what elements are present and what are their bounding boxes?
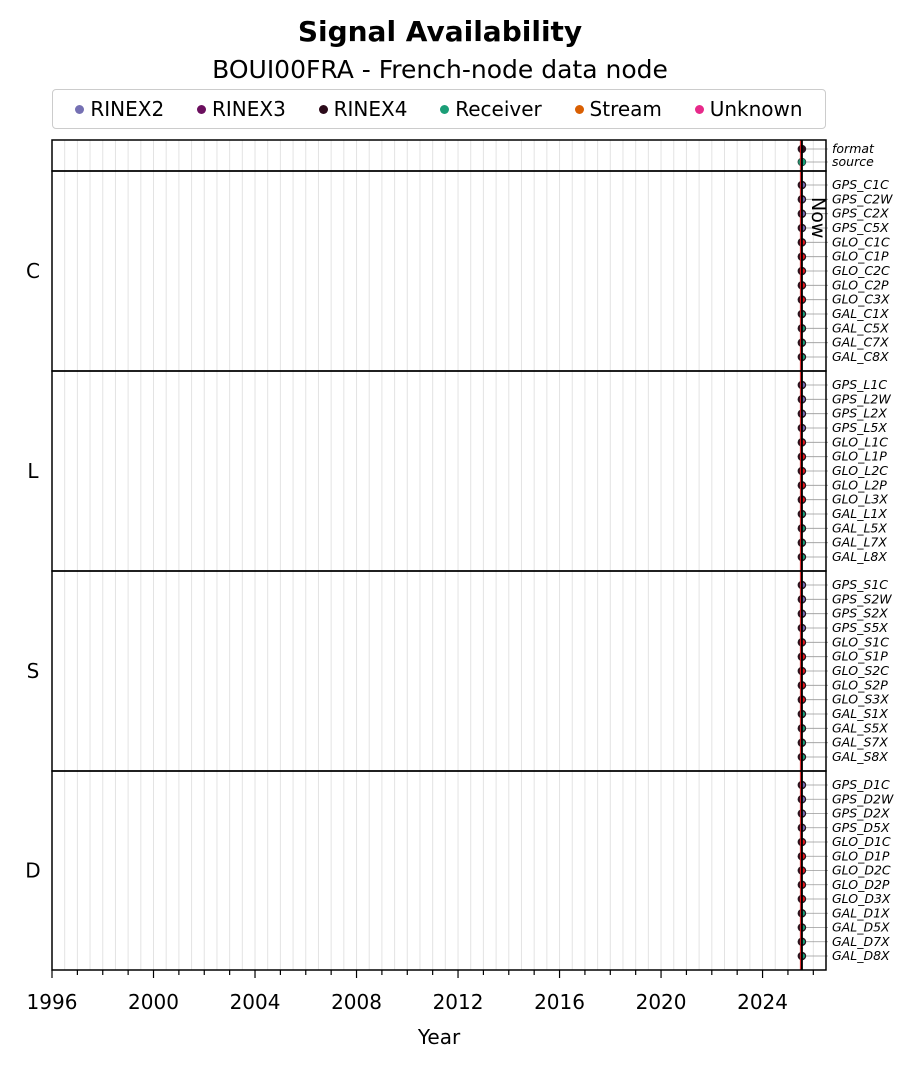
row-label: GAL_D8X	[832, 948, 890, 963]
panel-border	[52, 140, 826, 171]
row-label: GAL_S5X	[832, 720, 888, 736]
chart-title: Signal Availability	[297, 15, 583, 48]
row-label: GLO_L1C	[832, 434, 888, 450]
legend-label-receiver: Receiver	[455, 97, 542, 121]
panel-border	[52, 371, 826, 571]
row-label: GAL_C8X	[832, 349, 889, 364]
row-label: GAL_D1X	[832, 905, 890, 921]
row-label: GPS_D1C	[832, 777, 890, 792]
row-label: GPS_L2W	[832, 391, 891, 407]
x-tick-label: 1996	[26, 990, 78, 1014]
panel-meta	[798, 141, 875, 169]
row-label: GAL_C7X	[832, 334, 889, 350]
row-label: GLO_L2P	[832, 477, 887, 493]
row-label: GPS_S5X	[832, 620, 888, 635]
row-label: GPS_C1C	[832, 177, 889, 192]
row-label: GLO_S1C	[832, 634, 889, 650]
legend-label-stream: Stream	[589, 97, 662, 121]
row-label: GLO_C3X	[832, 291, 890, 307]
row-label: GPS_C2X	[832, 205, 889, 221]
panel-border	[52, 171, 826, 371]
row-label: GPS_L2X	[832, 405, 887, 421]
row-label: GPS_D2W	[832, 791, 894, 807]
row-label: GPS_L1C	[832, 377, 888, 392]
group-label-L: L	[27, 459, 39, 483]
row-label: source	[832, 154, 874, 169]
panel-D	[25, 777, 894, 963]
row-label: GLO_S2P	[832, 677, 888, 693]
row-label: GAL_S7X	[832, 734, 888, 750]
group-label-D: D	[25, 858, 41, 883]
x-tick-label: 2024	[737, 990, 789, 1014]
legend-label-unknown: Unknown	[709, 97, 803, 121]
x-tick-label: 2016	[534, 990, 585, 1014]
row-label: GLO_L2C	[832, 463, 888, 478]
legend-label-rinex3: RINEX3	[212, 97, 286, 121]
row-label: GLO_S1P	[832, 648, 888, 664]
row-label: GPS_S2X	[832, 605, 888, 621]
now-label: Now	[806, 197, 829, 239]
grid-lines	[52, 140, 826, 970]
group-label-C: C	[26, 259, 40, 283]
row-label: GLO_L3X	[832, 491, 888, 507]
legend-label-rinex2: RINEX2	[90, 97, 165, 121]
row-label: GLO_D1P	[832, 848, 890, 864]
row-label: GAL_C5X	[832, 320, 889, 336]
row-label: GAL_S8X	[832, 749, 888, 764]
panel-border	[52, 771, 826, 970]
row-label: GLO_S2C	[832, 663, 889, 678]
group-label-S: S	[26, 659, 40, 683]
x-tick-label: 2012	[432, 990, 484, 1014]
row-label: GAL_C1X	[832, 306, 889, 321]
row-label: GLO_C2C	[832, 263, 890, 278]
row-label: GLO_S3X	[832, 691, 889, 707]
x-axis-label: Year	[417, 1025, 461, 1049]
chart-subtitle: BOUI00FRA - French-node data node	[212, 55, 668, 84]
row-label: GAL_S1X	[832, 706, 888, 721]
row-label: GLO_C2P	[832, 277, 889, 293]
row-label: GPS_L5X	[832, 420, 887, 435]
row-label: GPS_S1C	[832, 577, 889, 592]
row-label: GAL_D7X	[832, 933, 890, 949]
row-label: GLO_D2C	[832, 862, 891, 878]
row-label: GLO_C1C	[832, 234, 890, 250]
row-label: GLO_L1P	[832, 448, 887, 464]
x-tick-label: 2004	[229, 990, 281, 1014]
x-tick-label: 2020	[635, 990, 687, 1014]
x-axis	[27, 970, 814, 1049]
row-label: GPS_D2X	[832, 805, 890, 821]
row-label: GPS_C2W	[832, 191, 893, 207]
row-label: GPS_C5X	[832, 220, 889, 235]
row-label: GPS_S2W	[832, 591, 892, 607]
row-label: GLO_D1C	[832, 834, 891, 849]
x-tick-label: 2000	[128, 990, 179, 1014]
row-label: GAL_L7X	[832, 534, 887, 550]
x-tick-label: 2008	[331, 990, 382, 1014]
row-label: GAL_L8X	[832, 549, 887, 564]
row-label: GLO_D3X	[832, 891, 891, 906]
row-label: GPS_D5X	[832, 819, 890, 835]
row-label: GLO_D2P	[832, 876, 890, 892]
legend-label-rinex4: RINEX4	[333, 97, 408, 121]
panel-L	[27, 377, 891, 564]
row-label: GAL_D5X	[832, 919, 890, 935]
row-label: GLO_C1P	[832, 248, 889, 264]
row-label: GAL_L5X	[832, 520, 887, 536]
row-label: format	[832, 141, 874, 156]
row-label: GAL_L1X	[832, 506, 887, 521]
panel-border	[52, 571, 826, 771]
